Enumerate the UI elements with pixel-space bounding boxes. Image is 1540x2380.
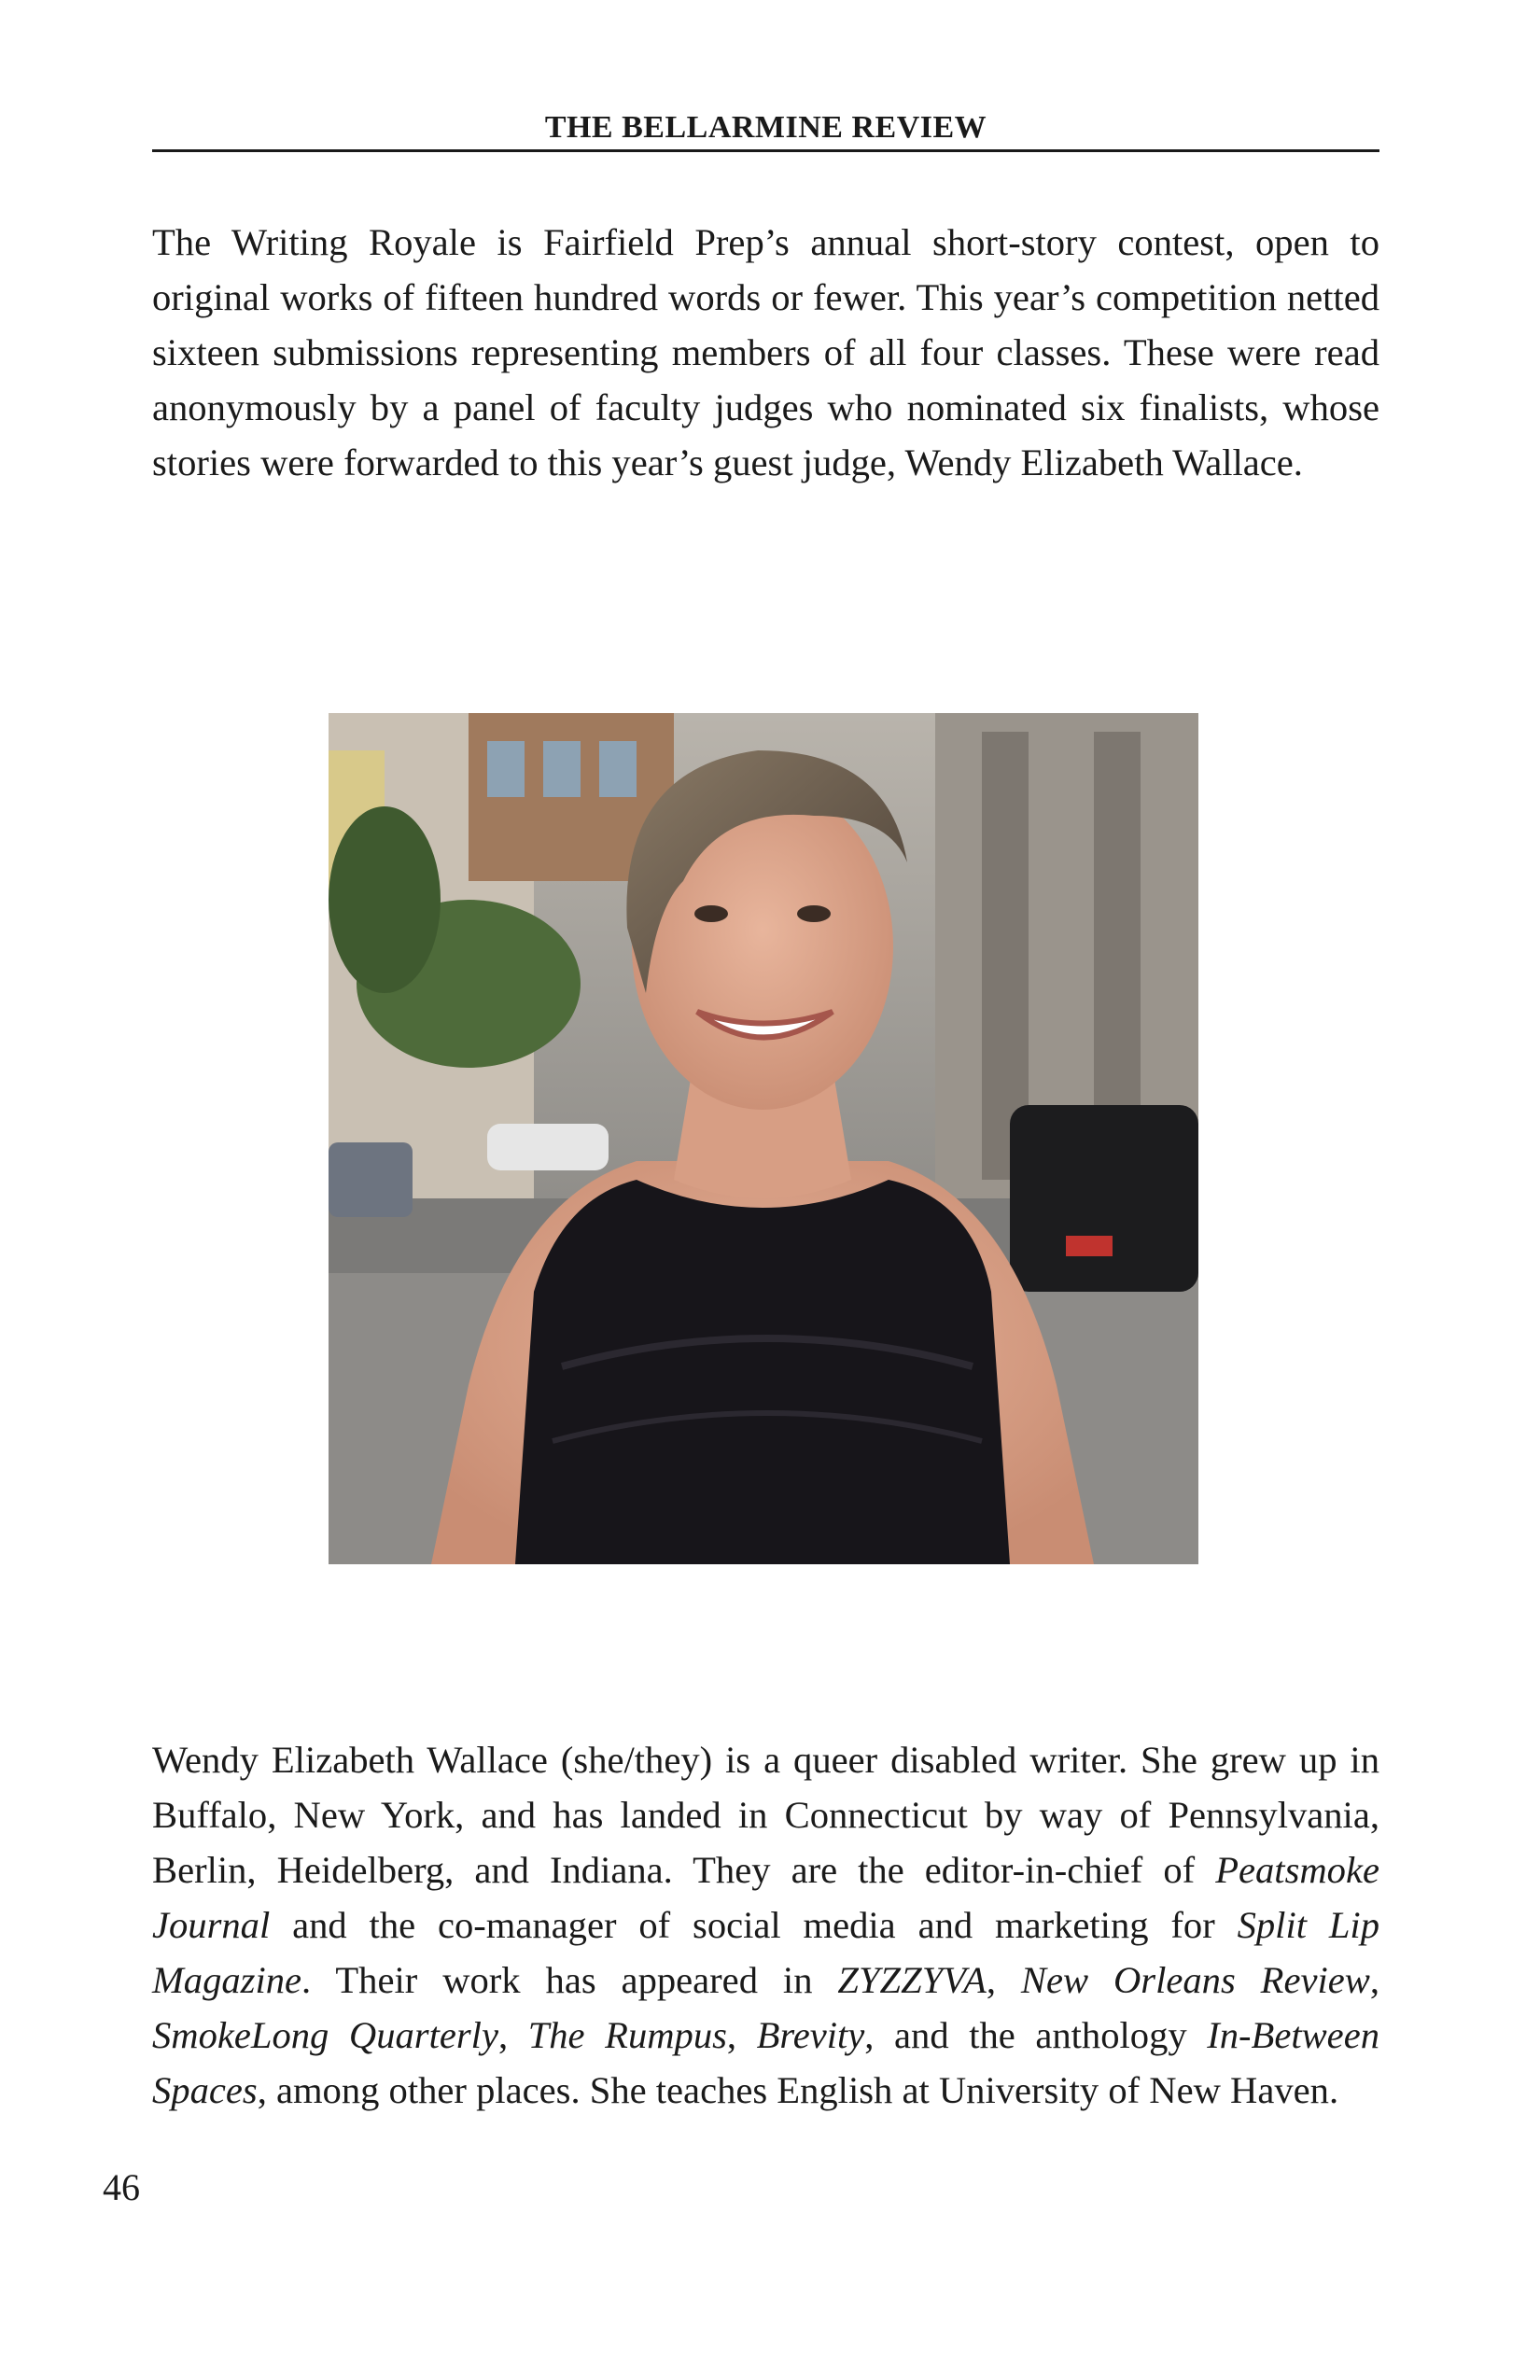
journal-title: Peatsmoke Journal	[152, 1849, 1379, 1946]
bio-text: , among other places. She teaches English at University of New Haven.	[257, 2069, 1339, 2111]
publication-title: Brevity	[756, 2014, 865, 2056]
bio-separator: ,	[1369, 1959, 1379, 2001]
bio-text: , and the anthology	[864, 2014, 1208, 2056]
page-number: 46	[103, 2166, 140, 2208]
anthology-title: In-Between Spaces	[152, 2014, 1379, 2111]
bio-text: and the co-manager of social media and marketing for	[270, 1904, 1238, 1946]
publication-title: New Orleans Review	[1020, 1959, 1370, 2001]
magazine-title: Split Lip Magazine	[152, 1904, 1379, 2001]
bio-paragraph	[152, 1732, 1379, 2118]
publication-title: SmokeLong Quarterly	[152, 2014, 498, 2056]
intro-paragraph: The Writing Royale is Fairfield Prep’s annual short-story contest, open to original works of fifteen hundred words or fewer. This year’s competition netted sixteen submissions representing members of all four classes. These were read anonymously by a panel of faculty judges who nominated six finalists, whose stories were forwarded to this year’s guest judge, Wendy Elizabeth Wallace.	[152, 221, 1379, 483]
bio-separator: ,	[986, 1959, 1021, 2001]
header-rule	[152, 149, 1379, 152]
publication-title: The Rumpus	[527, 2014, 727, 2056]
running-header: THE BELLARMINE REVIEW	[544, 110, 987, 145]
bio-separator: ,	[497, 2014, 528, 2056]
bio-separator: ,	[726, 2014, 757, 2056]
author-portrait-photo	[329, 713, 1198, 1564]
bio-text: Wendy Elizabeth Wallace (she/they) is a queer disabled writer. She grew up in Buffalo, New York, and has landed in Connecticut by way of Pennsylvania, Berlin, Heidelberg, and Indiana. They are the editor-in-chief of	[152, 1739, 1379, 1891]
publication-title: ZYZZYVA	[837, 1959, 987, 2001]
bio-text: . Their work has appeared in	[301, 1959, 838, 2001]
